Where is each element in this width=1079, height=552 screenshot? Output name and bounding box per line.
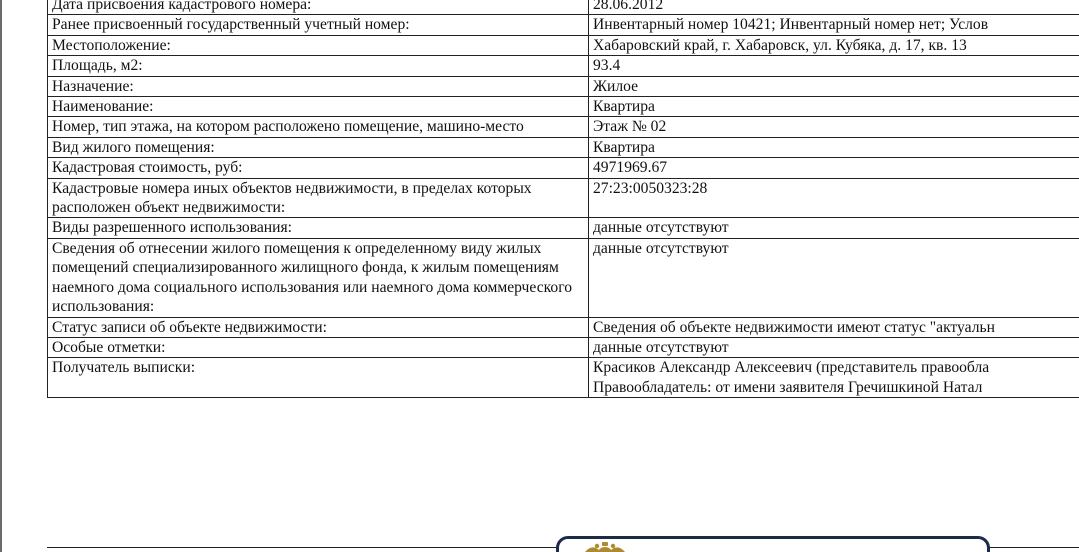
table-row — [48, 178, 1079, 218]
row-value — [589, 158, 1079, 178]
row-label: Статус записи об объекте недвижимости: — [48, 317, 589, 337]
row-value — [589, 137, 1079, 157]
table-row — [48, 158, 1079, 178]
row-label: Местоположение: — [48, 35, 589, 55]
value-line: Квартира — [593, 138, 655, 156]
row-label: Назначение: — [48, 76, 589, 96]
row-label: Особые отметки: — [48, 337, 589, 357]
value-line: Этаж № 02 — [593, 118, 667, 136]
value-line: данные отсутствуют — [593, 219, 729, 237]
table-row — [48, 137, 1079, 157]
value-line: данные отсутствуют — [593, 239, 729, 257]
row-value — [589, 56, 1079, 76]
table-row — [48, 0, 1079, 15]
row-value — [589, 238, 1079, 317]
value-line: Сведения об объекте недвижимости имеют статус "актуальн — [593, 318, 995, 336]
table-row — [48, 15, 1079, 35]
table-row — [48, 218, 1079, 238]
row-value — [589, 337, 1079, 357]
value-line: Хабаровский край, г. Хабаровск, ул. Кубяка, д. 17, кв. 13 — [593, 36, 967, 54]
row-label: Номер, тип этажа, на котором расположено помещение, машино-место — [48, 117, 589, 137]
row-value — [589, 15, 1079, 35]
row-value — [589, 97, 1079, 117]
value-line: Красиков Александр Алексеевич (представитель правообла — [593, 359, 990, 377]
page-left-edge — [0, 0, 2, 552]
table-row — [48, 35, 1079, 55]
table-row — [48, 317, 1079, 337]
row-label: Кадастровая стоимость, руб: — [48, 158, 589, 178]
property-extract-table — [47, 0, 1079, 398]
row-label: Дата присвоения кадастрового номера: — [48, 0, 589, 15]
value-line: Правообладатель: от имени заявителя Гречишкиной Натал — [593, 378, 983, 396]
value-line: Инвентарный номер 10421; Инвентарный номер нет; Услов — [593, 16, 989, 34]
table-row — [48, 238, 1079, 317]
row-value — [589, 358, 1079, 398]
value-line: 27:23:0050323:28 — [593, 179, 708, 197]
row-value — [589, 0, 1079, 15]
table-row — [48, 76, 1079, 96]
row-label: Виды разрешенного использования: — [48, 218, 589, 238]
row-label: Площадь, м2: — [48, 56, 589, 76]
row-label: Получатель выписки: — [48, 358, 589, 398]
extract-sheet — [47, 0, 1079, 398]
row-value — [589, 35, 1079, 55]
row-value — [589, 117, 1079, 137]
row-label: Наименование: — [48, 97, 589, 117]
table-row — [48, 56, 1079, 76]
row-label: Сведения об отнесении жилого помещения к определенному виду жилых помещений специализированного жилищного фонда, к жилым помещениям наемного дома социального использования или наемного дома коммерческого использования: — [48, 238, 589, 317]
row-value — [589, 317, 1079, 337]
row-value — [589, 76, 1079, 96]
table-row — [48, 117, 1079, 137]
value-line: данные отсутствуют — [593, 338, 729, 356]
table-row — [48, 97, 1079, 117]
value-line: 93.4 — [593, 57, 621, 75]
coat-of-arms-icon — [582, 540, 628, 552]
row-label: Вид жилого помещения: — [48, 137, 589, 157]
value-line: Жилое — [593, 77, 639, 95]
row-label: Кадастровые номера иных объектов недвижимости, в пределах которых расположен объект недвижимости: — [48, 178, 589, 218]
row-label: Ранее присвоенный государственный учетный номер: — [48, 15, 589, 35]
value-line: Квартира — [593, 98, 655, 116]
row-value — [589, 178, 1079, 218]
value-line: 4971969.67 — [593, 159, 668, 177]
table-row — [48, 358, 1079, 398]
value-line: 28.06.2012 — [593, 0, 664, 13]
table-row — [48, 337, 1079, 357]
row-value — [589, 218, 1079, 238]
